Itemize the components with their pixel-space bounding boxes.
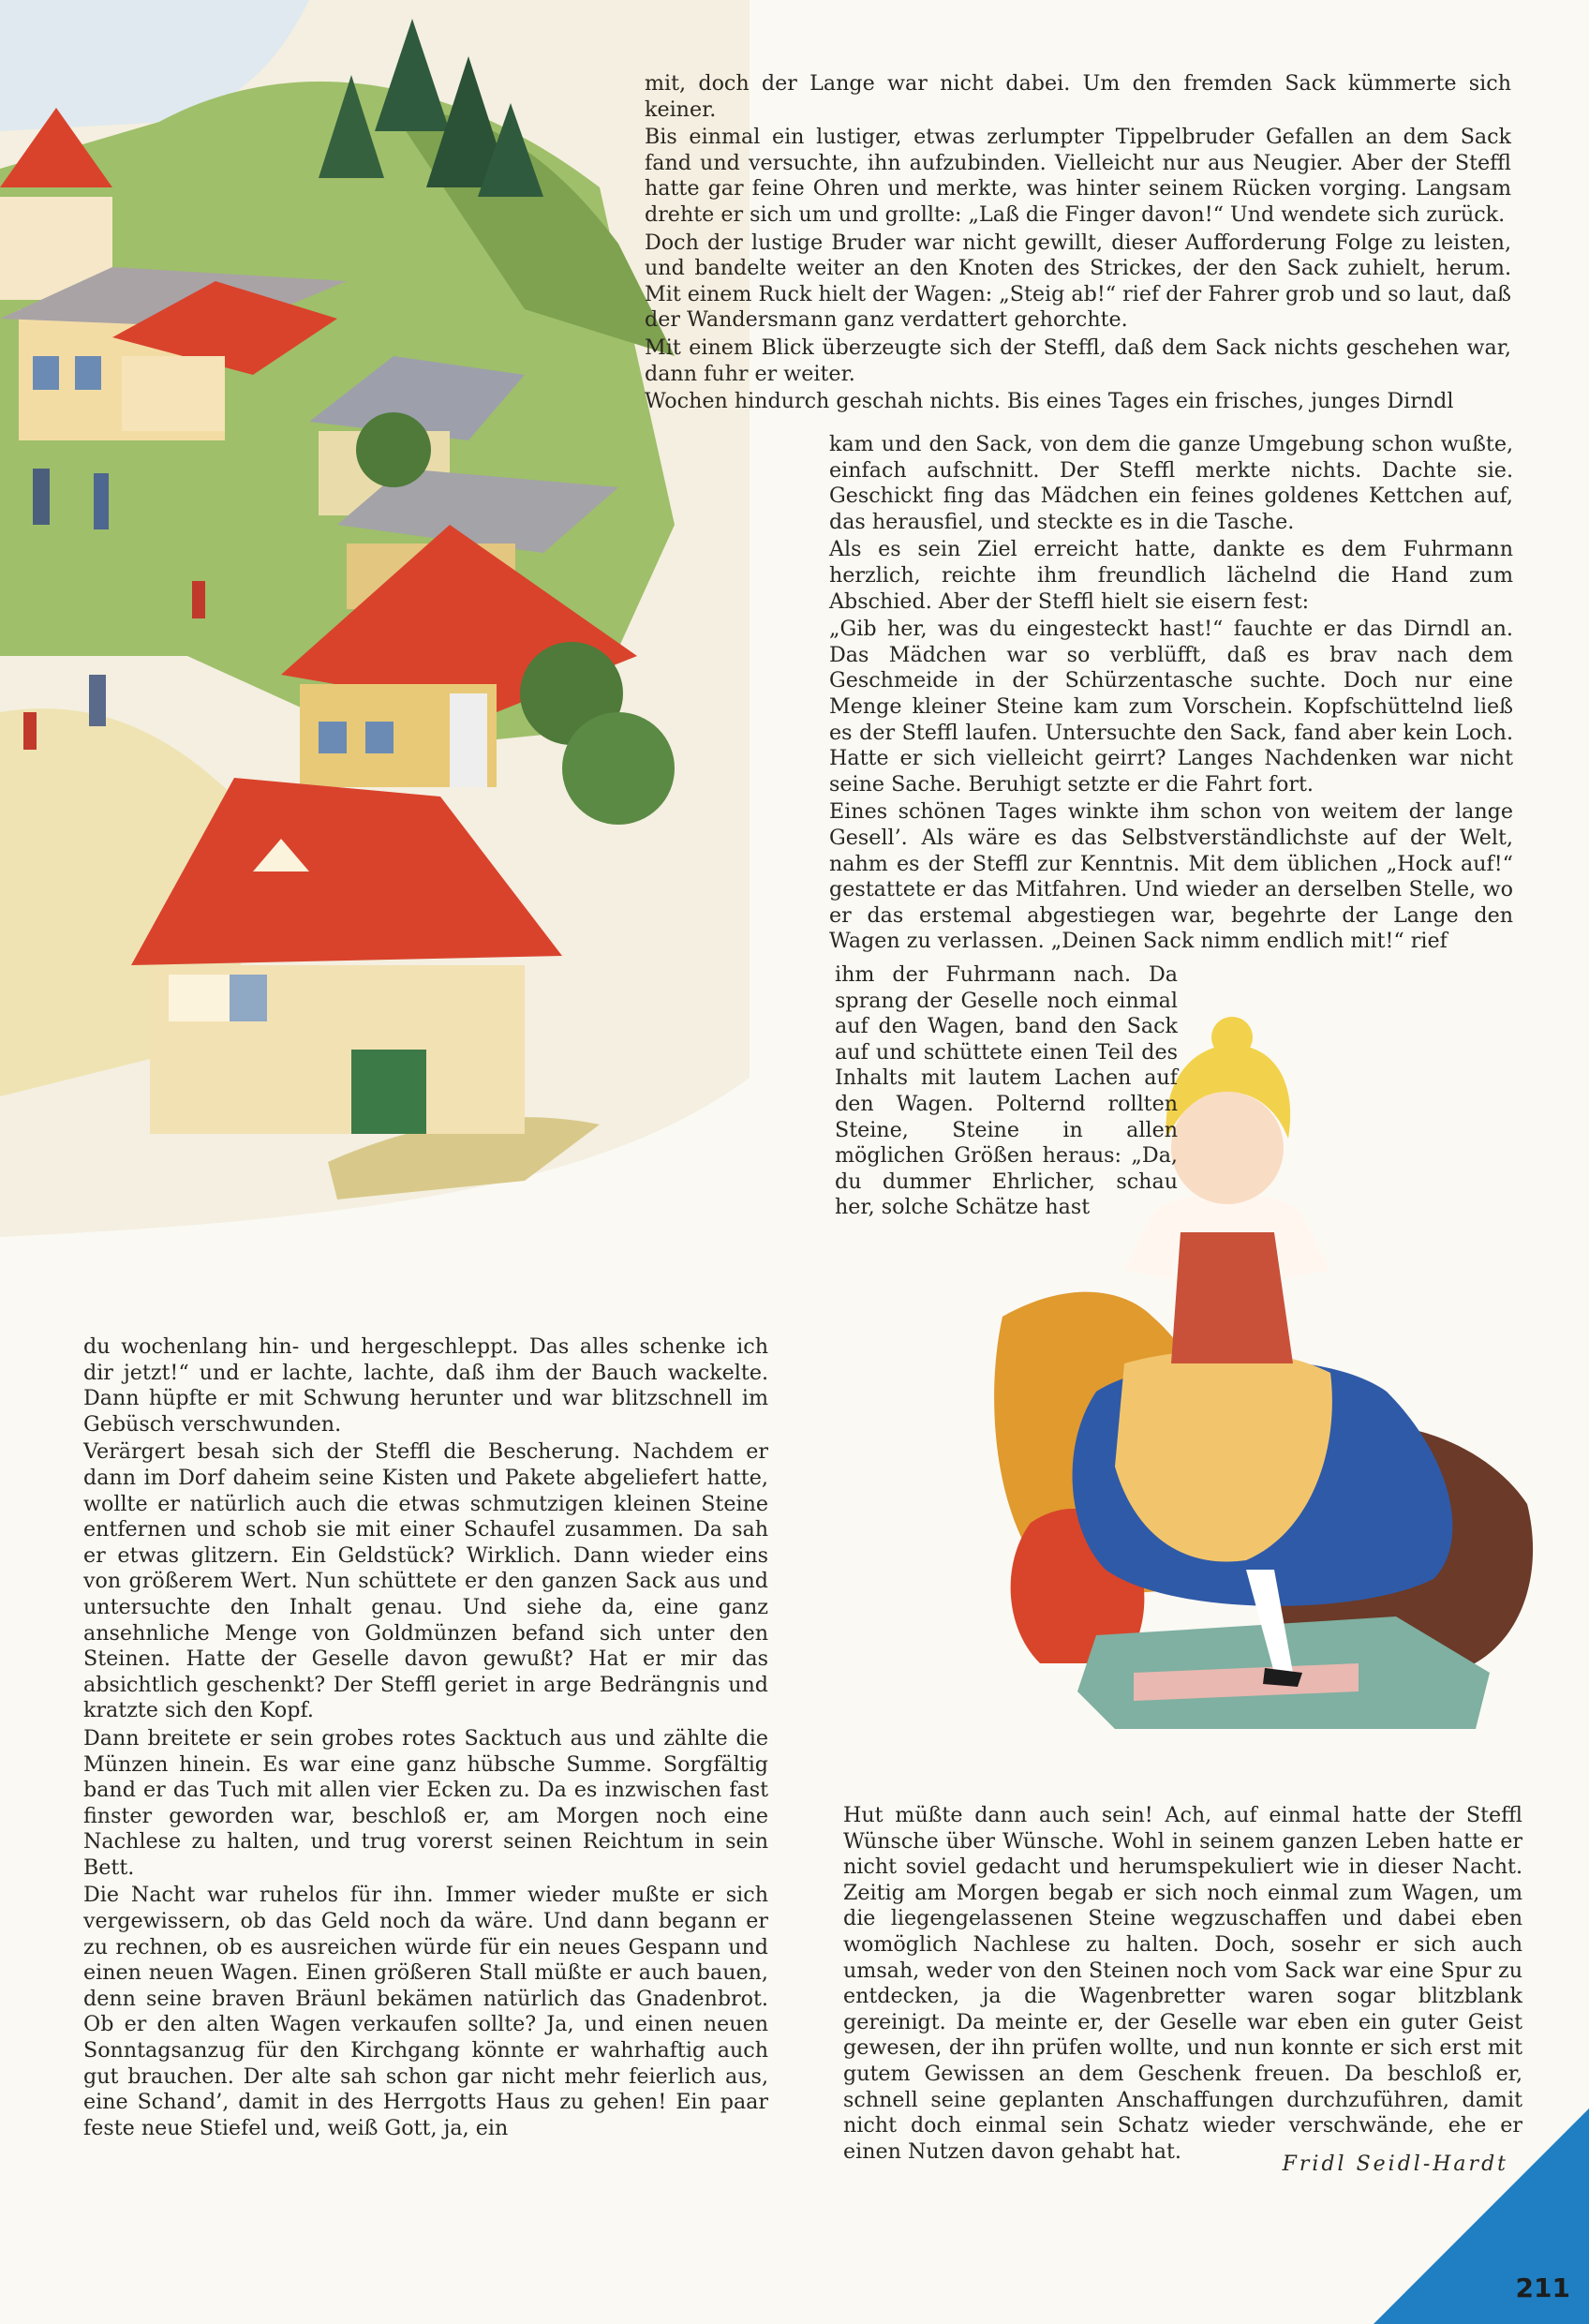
bodice <box>1171 1232 1293 1363</box>
paragraph: mit, doch der Lange war nicht dabei. Um den fremden Sack kümmerte sich keiner. <box>645 71 1511 122</box>
story-column-right-middle <box>829 432 1513 955</box>
paragraph: Die Nacht war ruhelos für ihn. Immer wieder mußte er sich vergewissern, ob das Geld noch da wäre. Und dann begann er zu rechnen, ob es ausreichen würde für ein neues Gespann und einen neuen Wagen. Einen größeren Stall müßte er auch bauen, denn seine braven Bräunl bekämen natürlich das Gnadenbrot. Ob er den alten Wagen verkaufen sollte? Ja, und einen neuen Sonntagsanzug für den Kirchgang könnte er wahrhaftig auch gut brauchen. Der alte sah schon gar nicht mehr feierlich aus, eine Schand’, damit in des Herrgotts Haus zu gehen! Ein paar feste neue Stiefel und, weiß Gott, ja, ein <box>83 1883 768 2140</box>
author-signature: Fridl Seidl-Hardt <box>1282 2153 1508 2176</box>
story-column-right-top <box>645 71 1511 415</box>
paragraph: Hut müßte dann auch sein! Ach, auf einmal hatte der Steffl Wünsche über Wünsche. Wohl in seinem ganzen Leben hatte er nicht soviel gedacht und herumspekuliert wie in dieser Nacht. Zeitig am Morgen begab er sich noch einmal zum Wagen, um die liegengelassenen Steine wegzuschaffen und dabei eben womöglich Nachlese zu halten. Doch, sosehr er sich auch umsah, weder von den Steinen noch vom Sack war eine Spur zu entdecken, ja die Wagenbretter waren sogar blitzblank gereinigt. Da meinte er, der Geselle war eben ein guter Geist gewesen, der ihn prüfen wollte, und nun konnte er sich erst mit gutem Gewissen an dem Geschenk freuen. Da beschloß er, schnell seine geplanten Anschaffungen durchzuführen, damit nicht doch einmal sein Schatz wieder verschwände, ehe er einen Nutzen davon gehabt hat. <box>843 1803 1522 2164</box>
paragraph: Bis einmal ein lustiger, etwas zerlumpter Tippelbruder Gefallen an dem Sack fand und versuchte, ihn aufzubinden. Vielleicht nur aus Neugier. Aber der Steffl hatte gar feine Ohren und merkte, was hinter seinem Rücken vorging. Langsam drehte er sich um und grollte: „Laß die Finger davon!“ Und wendete sich zurück. <box>645 125 1511 227</box>
paragraph: du wochenlang hin- und hergeschleppt. Das alles schenke ich dir jetzt!“ und er lachte, lachte, daß ihm der Bauch wackelte. Dann hüpfte er mit Schwung herunter und war blitzschnell im Gebüsch verschwunden. <box>83 1334 768 1437</box>
paragraph: Doch der lustige Bruder war nicht gewillt, dieser Aufforderung Folge zu leisten, und bandelte weiter an den Knoten des Strickes, der den Sack zuhielt, herum. Mit einem Ruck hielt der Wagen: „Steig ab!“ rief der Fahrer grob und so laut, daß der Wandersmann ganz verdattert gehorchte. <box>645 230 1511 333</box>
paragraph: Wochen hindurch geschah nichts. Bis eines Tages ein frisches, junges Dirndl <box>645 389 1454 414</box>
paragraph: kam und den Sack, von dem die ganze Umgebung schon wußte, einfach aufschnitt. Der Steffl merkte nichts. Dachte sie. Geschickt fing das Mädchen ein feines goldenes Kettchen auf, das herausfiel, und steckte es in die Tasche. <box>829 432 1513 534</box>
paragraph: ihm der Fuhrmann nach. Da sprang der Geselle noch einmal auf den Wagen, band den Sack auf und schüttete einen Teil des Inhalts mit lautem Lachen auf den Wagen. Polternd rollten Steine, Steine in allen möglichen Größen heraus: „Da, du dummer Ehrlicher, schau her, solche Schätze hast <box>835 962 1178 1220</box>
paragraph: „Gib her, was du eingesteckt hast!“ fauchte er das Dirndl an. Das Mädchen war so verblüfft, daß es brav nach dem Geschmeide in der Schürzentasche suchte. Doch nur eine Menge kleiner Steine kam zum Vorschein. Kopfschüttelnd ließ es der Steffl laufen. Untersuchte den Sack, fand aber kein Loch. Hatte er sich vielleicht geirrt? Langes Nachdenken war nicht seine Sache. Beruhigt setzte er die Fahrt fort. <box>829 617 1513 797</box>
paragraph: Mit einem Blick überzeugte sich der Steffl, daß dem Sack nichts geschehen war, dann fuhr er weiter. <box>645 335 1511 386</box>
story-column-narrow <box>835 962 1178 1221</box>
story-column-left-bottom <box>83 1334 768 2141</box>
paragraph: Verärgert besah sich der Steffl die Bescherung. Nachdem er dann im Dorf daheim seine Kisten und Pakete abgeliefert hatte, wollte er natürlich auch die etwas schmutzigen kleinen Steine entfernen und schob sie mit einer Schaufel zusammen. Da sah er etwas glitzern. Ein Geldstück? Wirklich. Dann wieder eins von größerem Wert. Nun schüttete er den ganzen Sack aus und untersuchte den Inhalt genau. Und siehe da, eine ganz ansehnliche Menge von Goldmünzen befand sich unter den Steinen. Hatte der Geselle davon gewußt? Hat er mir das absichtlich geschenkt? Der Steffl geriet in arge Bedrängnis und kratzte sich den Kopf. <box>83 1439 768 1723</box>
paragraph: Als es sein Ziel erreicht hatte, dankte es dem Fuhrmann herzlich, reichte ihm freundlich lächelnd die Hand zum Abschied. Aber der Steffl hielt sie eisern fest: <box>829 537 1513 614</box>
village-illustration <box>0 0 750 1237</box>
paragraph: Dann breitete er sein grobes rotes Sacktuch aus und zählte die Münzen hinein. Es war eine ganz hübsche Summe. Sorgfältig band er das Tuch mit allen vier Ecken zu. Da es inzwischen fast finster geworden war, beschloß er, am Morgen noch eine Nachlese zu halten, und trug vorerst seinen Reichtum in sein Bett. <box>83 1725 768 1880</box>
paragraph: Eines schönen Tages winkte ihm schon von weitem der lange Gesell’. Als wäre es das Selbstverständlichste auf der Welt, nahm es der Steffl zur Kenntnis. Mit dem üblichen „Hock auf!“ gestattete er das Mitfahren. Und wieder an derselben Stelle, wo er das erstemal abgestiegen war, begehrte der Lange den Wagen zu verlassen. „Deinen Sack nimm endlich mit!“ rief <box>829 799 1513 954</box>
page-number: 211 <box>1515 2272 1570 2303</box>
face <box>1171 1092 1284 1204</box>
